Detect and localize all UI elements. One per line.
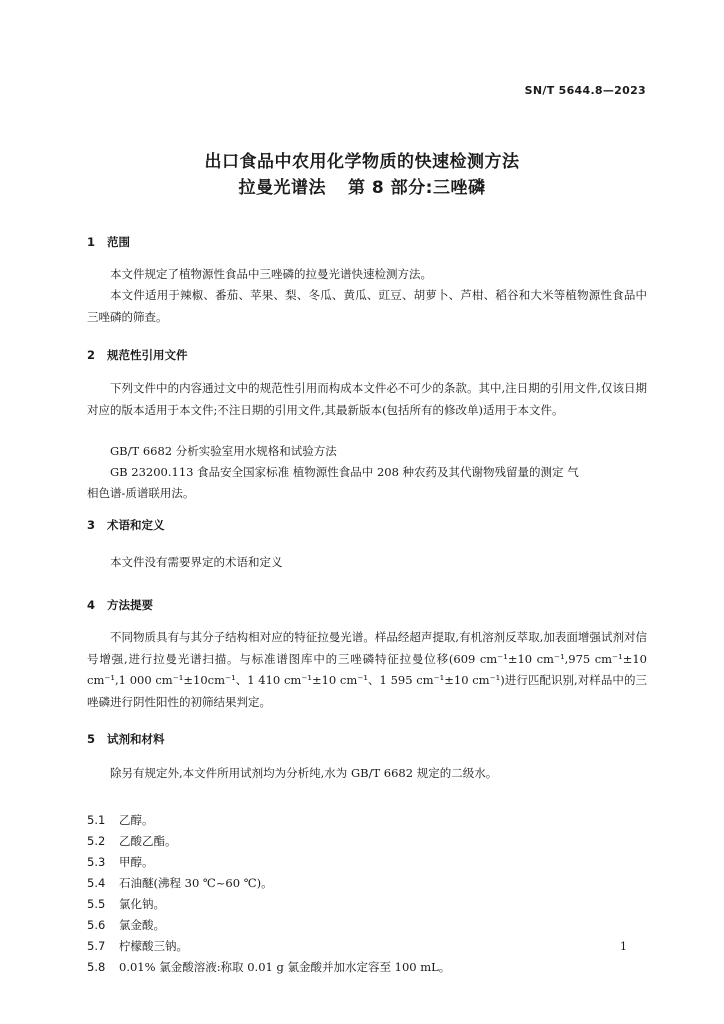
standard-number: SN/T 5644.8—2023 <box>524 84 646 97</box>
item-number: 5.6 <box>87 918 106 932</box>
item-text: 乙酸乙酯。 <box>119 834 177 848</box>
method-principle-paragraph: 不同物质具有与其分子结构相对应的特征拉曼光谱。样品经超声提取,有机溶剂反萃取,加表面增强试剂对信号增强,进行拉曼光谱扫描。与标准谱图库中的三唑磷特征拉曼位移(609 cm⁻¹±10 cm⁻¹,975 cm⁻¹±10 cm⁻¹,1 000 cm⁻¹±10cm⁻¹、1 410 cm⁻¹±10 cm⁻¹、1 595 cm⁻¹±10 cm⁻¹)进行匹配识别,对样品中的三唑磷进行阴性阳性的初筛结果判定。 <box>87 630 647 709</box>
terms-paragraph: 本文件没有需要界定的术语和定义 <box>110 555 283 569</box>
section-title: 试剂和材料 <box>107 732 165 746</box>
list-item <box>87 854 154 870</box>
section-number: 5 <box>87 732 96 746</box>
item-number: 5.5 <box>87 897 106 911</box>
section-number: 1 <box>87 235 96 249</box>
reagents-paragraph: 除另有规定外,本文件所用试剂均为分析纯,水为 GB/T 6682 规定的二级水。 <box>110 766 498 780</box>
page-number: 1 <box>620 940 627 953</box>
document-title-line1: 出口食品中农用化学物质的快速检测方法 <box>204 152 520 172</box>
title-method: 拉曼光谱法 <box>238 178 327 198</box>
section-heading-reagents <box>87 731 165 747</box>
item-text: 甲醇。 <box>119 855 154 869</box>
scope-paragraph-1: 本文件规定了植物源性食品中三唑磷的拉曼光谱快速检测方法。 <box>110 267 432 281</box>
item-text: 乙醇。 <box>119 813 154 827</box>
item-text: 石油醚(沸程 30 ℃~60 ℃)。 <box>119 876 273 890</box>
section-heading-method-principle <box>87 597 153 613</box>
reference-gb23200-line2: 相色谱-质谱联用法。 <box>87 486 195 500</box>
item-number: 5.4 <box>87 876 106 890</box>
section-title: 规范性引用文件 <box>107 348 188 362</box>
item-number: 5.2 <box>87 834 106 848</box>
list-item <box>87 938 188 954</box>
list-item <box>87 917 165 933</box>
section-heading-normative-references <box>87 347 188 363</box>
section-heading-scope <box>87 234 130 250</box>
section-title: 术语和定义 <box>107 518 165 532</box>
item-number: 5.1 <box>87 813 106 827</box>
section-title: 方法提要 <box>107 598 153 612</box>
section-number: 2 <box>87 348 96 362</box>
title-part: 第 8 部分:三唑磷 <box>348 178 486 198</box>
list-item <box>87 812 154 828</box>
section-title: 范围 <box>107 235 130 249</box>
reference-gbt6682: GB/T 6682 分析实验室用水规格和试验方法 <box>110 444 337 458</box>
item-text: 柠檬酸三钠。 <box>119 939 188 953</box>
document-title-line2 <box>0 173 724 198</box>
list-item <box>87 875 273 891</box>
item-number: 5.3 <box>87 855 106 869</box>
list-item <box>87 896 165 912</box>
item-number: 5.8 <box>87 960 106 974</box>
reference-gb23200-line1: GB 23200.113 食品安全国家标准 植物源性食品中 208 种农药及其代谢物残留量的测定 气 <box>110 465 579 479</box>
references-paragraph: 下列文件中的内容通过文中的规范性引用而构成本文件必不可少的条款。其中,注日期的引用文件,仅该日期对应的版本适用于本文件;不注日期的引用文件,其最新版本(包括所有的修改单)适用于本文件。 <box>87 381 647 417</box>
item-text: 0.01% 氯金酸溶液:称取 0.01 g 氯金酸并加水定容至 100 mL。 <box>119 960 451 974</box>
section-heading-terms <box>87 517 165 533</box>
list-item <box>87 959 450 975</box>
item-number: 5.7 <box>87 939 106 953</box>
scope-paragraph-2: 本文件适用于辣椒、番茄、苹果、梨、冬瓜、黄瓜、豇豆、胡萝卜、芦柑、稻谷和大米等植物源性食品中三唑磷的筛查。 <box>87 288 647 324</box>
section-number: 3 <box>87 518 96 532</box>
list-item <box>87 833 177 849</box>
section-number: 4 <box>87 598 96 612</box>
item-text: 氯金酸。 <box>119 918 165 932</box>
item-text: 氯化钠。 <box>119 897 165 911</box>
